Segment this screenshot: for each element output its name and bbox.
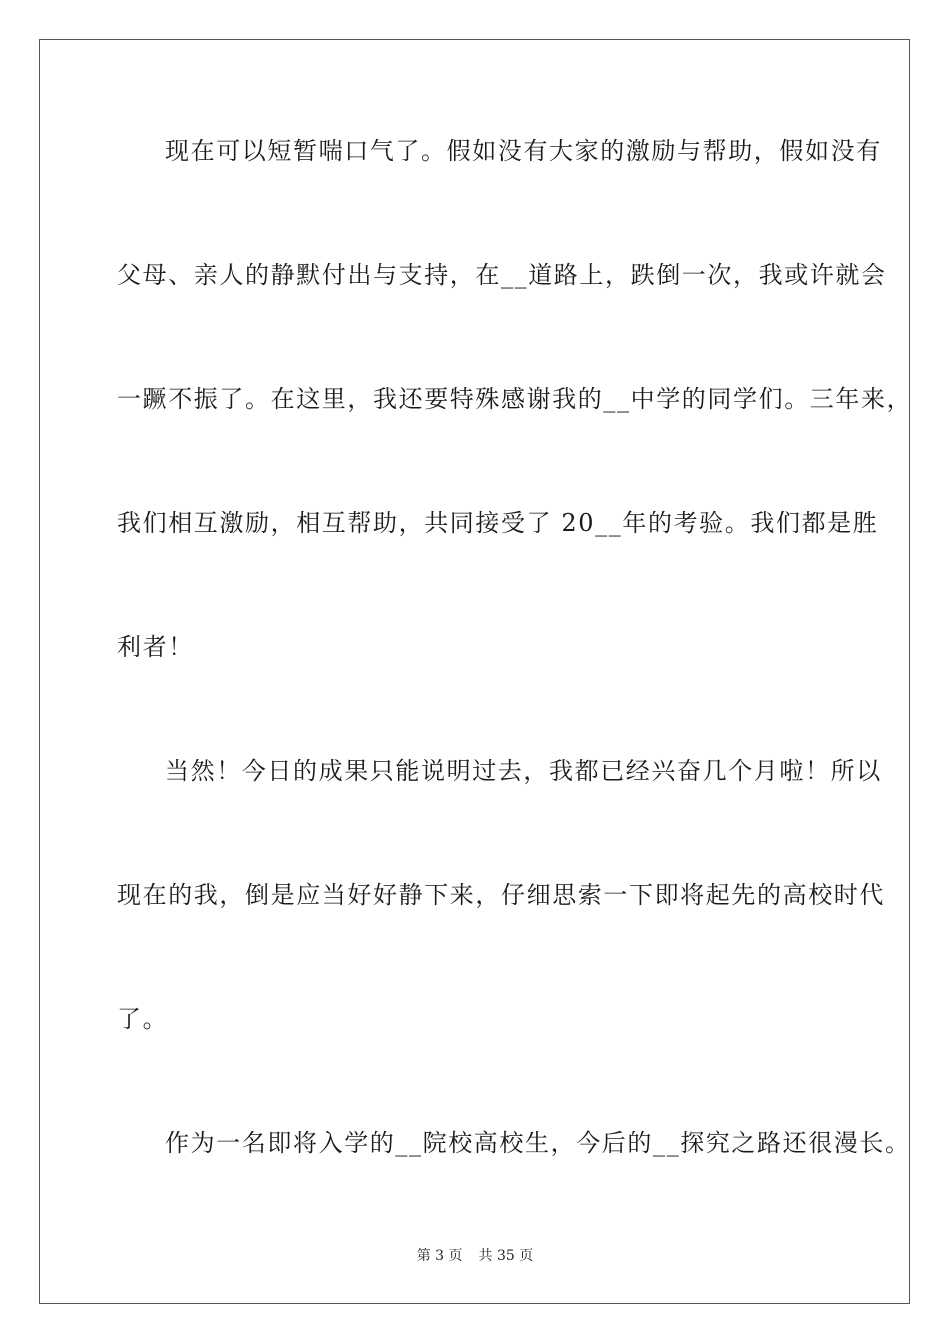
- paragraph-line: 作为一名即将入学的__院校高校生，今后的__探究之路还很漫长。: [165, 1129, 911, 1157]
- paragraph-line: 我们相互激励，相互帮助，共同接受了 20__年的考验。我们都是胜: [117, 509, 879, 537]
- paragraph-line: 现在的我，倒是应当好好静下来，仔细思索一下即将起先的高校时代: [117, 881, 885, 909]
- page-frame: [39, 39, 913, 1304]
- page-number: 第 3 页: [416, 1248, 463, 1264]
- paragraph-line: 当然！今日的成果只能说明过去，我都已经兴奋几个月啦！所以: [165, 757, 882, 785]
- page-footer: [0, 1246, 950, 1266]
- page-total: 共 35 页: [478, 1248, 534, 1264]
- paragraph-line: 利者！: [117, 633, 194, 661]
- paragraph-line: 父母、亲人的静默付出与支持，在__道路上，跌倒一次，我或许就会: [117, 261, 887, 289]
- paragraph-line: 了。: [117, 1005, 169, 1033]
- paragraph-line: 一蹶不振了。在这里，我还要特殊感谢我的__中学的同学们。三年来，: [117, 385, 913, 413]
- paragraph-line: 现在可以短暂喘口气了。假如没有大家的激励与帮助，假如没有: [165, 137, 882, 165]
